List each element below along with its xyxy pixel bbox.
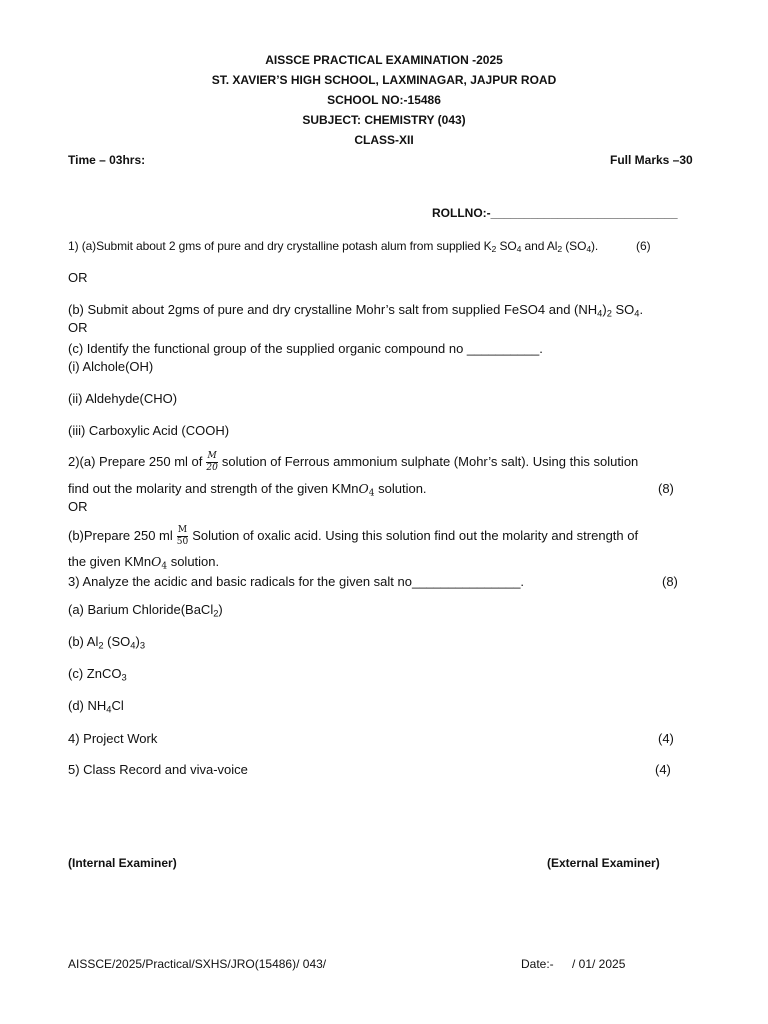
question-1c: (c) Identify the functional group of the supplied organic compound no __________. (68, 341, 543, 356)
salt-option-c: (c) ZnCO$_3$ (68, 666, 127, 683)
question-1a-marks: (6) (636, 239, 651, 253)
question-5: 5) Class Record and viva-voice (68, 762, 248, 777)
fraction-m-20: $\frac{M}{20}$ (206, 451, 218, 473)
or-separator: OR (68, 270, 88, 285)
question-2a-line-2: find out the molarity and strength of the given KMnO$_4$ solution. (68, 481, 427, 499)
class-line: CLASS-XII (354, 133, 414, 147)
internal-examiner-signature: (Internal Examiner) (68, 856, 177, 870)
question-2a-line-1: 2)(a) Prepare 250 ml of $\frac{M}{20}$ solution of Ferrous ammonium sulphate (Mohr’s salt). Using this solution (68, 451, 639, 473)
salt-option-d: (d) $NH_4Cl$ (68, 698, 124, 715)
question-1a: 1) (a)Submit about 2 gms of pure and dry crystalline potash alum from supplied $K_2$ $SO_4$ and $Al_2$ $(SO_4)$. (68, 239, 599, 255)
question-3: 3) Analyze the acidic and basic radicals for the given salt no_______________. (68, 574, 525, 589)
date-label: Date:- (521, 957, 554, 971)
question-2b-line-2: the given KMnO$_4$ solution. (68, 554, 220, 572)
fraction-m-50: $\frac{M}{50}$ (176, 525, 189, 547)
salt-option-b: (b) $Al_2$ $(SO_4)_3$ (68, 634, 146, 651)
roll-number-field: ROLLNO:-____________________________ (432, 206, 678, 220)
date-value: / 01/ 2025 (572, 957, 626, 971)
option-carboxylic-acid: (iii) Carboxylic Acid (COOH) (68, 423, 230, 438)
document-reference: AISSCE/2025/Practical/SXHS/JRO(15486)/ 043/ (68, 957, 327, 971)
question-4: 4) Project Work (68, 731, 158, 746)
or-separator: OR (68, 320, 88, 335)
option-alcohol: (i) Alchole(OH) (68, 359, 154, 374)
question-3-marks: (8) (662, 574, 678, 589)
external-examiner-signature: (External Examiner) (547, 856, 660, 870)
school-number: SCHOOL NO:-15486 (327, 93, 441, 107)
school-name: ST. XAVIER’S HIGH SCHOOL, LAXMINAGAR, JAJPUR ROAD (211, 73, 557, 87)
subject-line: SUBJECT: CHEMISTRY (043) (302, 113, 466, 127)
option-aldehyde: (ii) Aldehyde(CHO) (68, 391, 178, 406)
or-separator: OR (68, 499, 88, 514)
exam-title: AISSCE PRACTICAL EXAMINATION -2025 (265, 53, 503, 67)
time-allowed: Time – 03hrs: (68, 153, 146, 167)
question-2b-line-1: (b)Prepare 250 ml $\frac{M}{50}$ Solution of oxalic acid. Using this solution find out the molarity and strength of (68, 525, 639, 547)
salt-option-a: (a) Barium Chloride(BaCl$_2$) (68, 602, 223, 619)
question-2-marks: (8) (658, 481, 674, 496)
question-4-marks: (4) (658, 731, 674, 746)
question-1b: (b) Submit about 2gms of pure and dry crystalline Mohr’s salt from supplied FeSO4 and $(NH_4)_2$ $SO_4$. (68, 302, 644, 319)
question-5-marks: (4) (655, 762, 671, 777)
full-marks: Full Marks –30 (610, 153, 693, 167)
